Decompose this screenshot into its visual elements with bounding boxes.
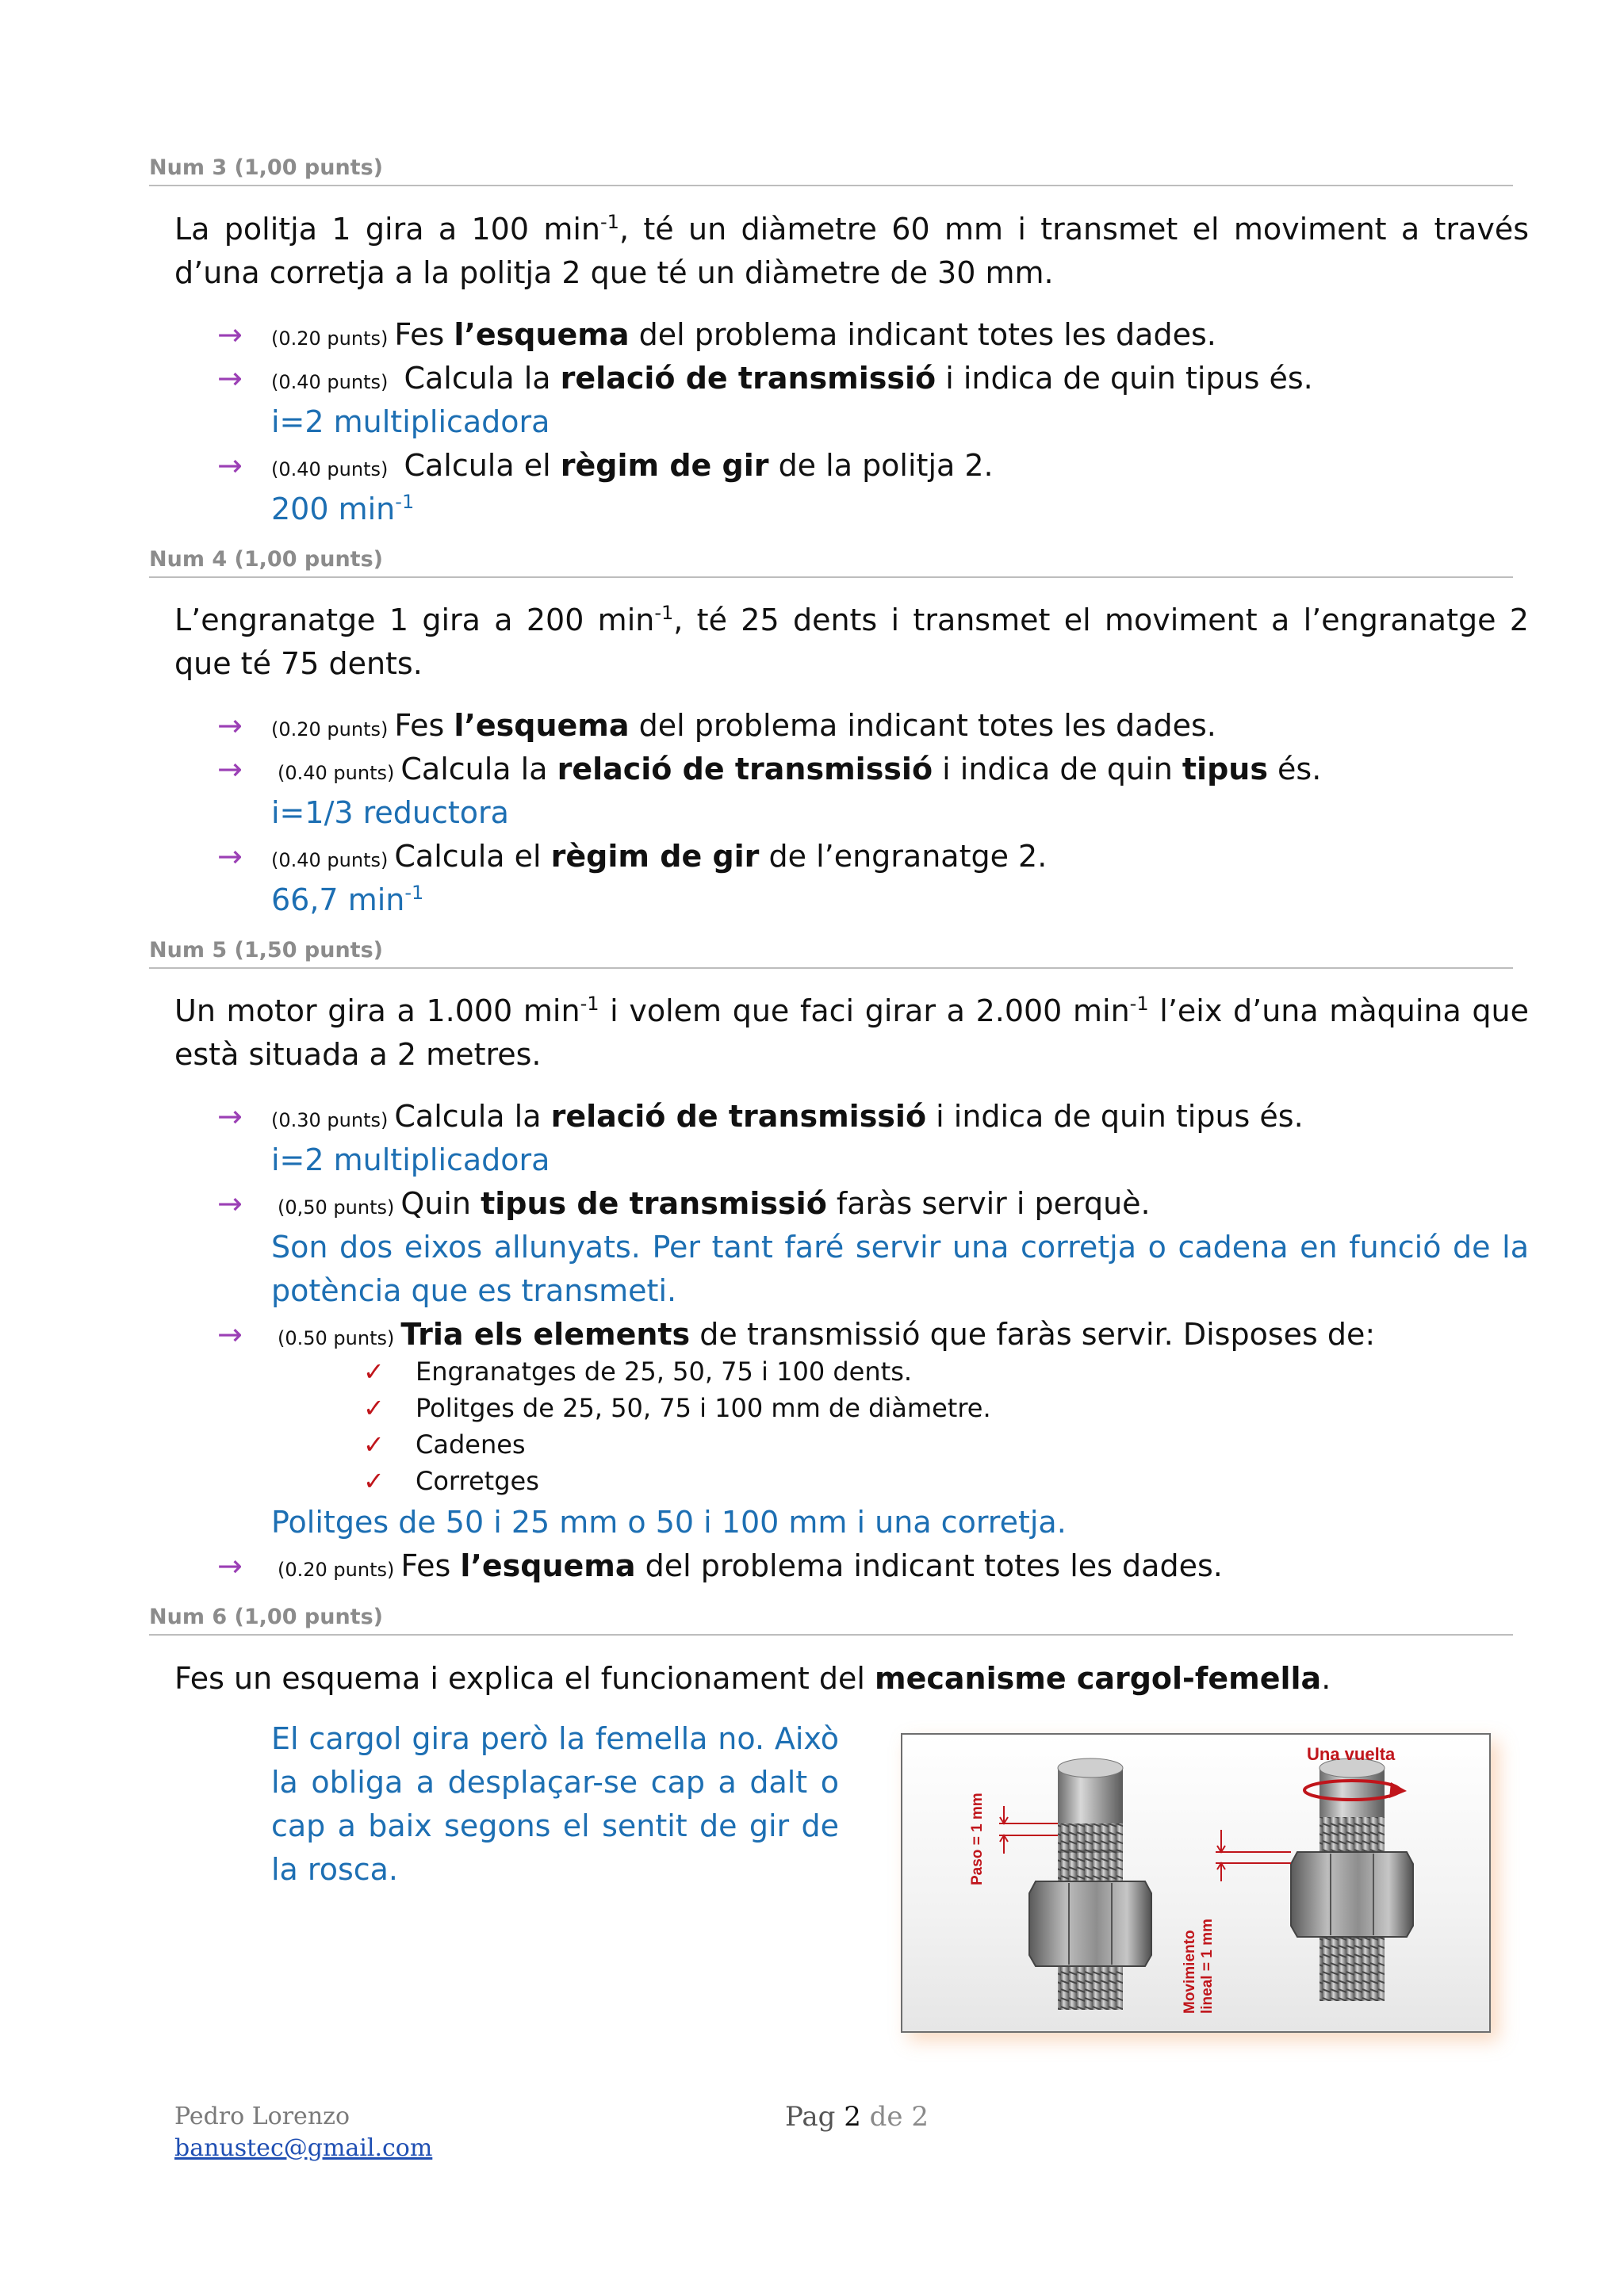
question-3-statement: La politja 1 gira a 100 $\min^{-1}$, té un diàmetre 60 mm i transmet el moviment a través d’una corretja a la politja 2 que té un diàmetre de 30 mm. bbox=[174, 211, 1529, 290]
arrow-icon: → bbox=[217, 361, 243, 396]
pitch-dimension bbox=[999, 1806, 1058, 1854]
question-3-answer-1: i=2 multiplicadora bbox=[271, 404, 550, 439]
turn-label: Una vuelta bbox=[1307, 1744, 1396, 1764]
question-4-item-3: → (0.40 punts) Calcula el règim de gir de l’engranatge 2. bbox=[222, 835, 1530, 882]
question-5-answer-1: i=2 multiplicadora bbox=[271, 1142, 550, 1177]
question-5-item-4: → (0.20 punts) Fes l’esquema del problema indicant totes les dades. bbox=[222, 1544, 1530, 1592]
question-4-answer-1: i=1/3 reductora bbox=[271, 795, 509, 830]
question-6-answer: El cargol gira però la femella no. Això la obliga a desplaçar-se cap a dalt o cap a baix segons el sentit de gir de la rosca. bbox=[271, 1721, 839, 1887]
pitch-label: Paso = 1 mm bbox=[969, 1793, 986, 1885]
arrow-icon: → bbox=[217, 1099, 243, 1134]
arrow-icon: → bbox=[217, 317, 243, 352]
question-5-item-3: → (0.50 punts) Tria els elements de transmissió que faràs servir. Disposes de: bbox=[222, 1313, 1530, 1360]
linear-move-label-1: Movimiento bbox=[1182, 1930, 1198, 2014]
linear-move-dimension bbox=[1216, 1830, 1291, 1881]
arrow-icon: → bbox=[217, 1317, 243, 1352]
checkmark-icon: ✓ bbox=[363, 1466, 385, 1496]
checklist-item: ✓ Corretges bbox=[363, 1463, 539, 1499]
question-3-item-3: → (0.40 punts) Calcula el règim de gir de la politja 2. bbox=[222, 444, 1530, 492]
screw-nut-figure bbox=[901, 1733, 1491, 2033]
author-name: Pedro Lorenzo bbox=[174, 2103, 350, 2130]
question-3-item-2: → (0.40 punts) Calcula la relació de transmissió i indica de quin tipus és. bbox=[222, 357, 1530, 404]
question-4-item-1: → (0.20 punts) Fes l’esquema del problema indicant totes les dades. bbox=[222, 704, 1530, 752]
question-5-item-1: → (0.30 punts) Calcula la relació de transmissió i indica de quin tipus és. bbox=[222, 1095, 1530, 1142]
arrow-icon: → bbox=[217, 1548, 243, 1583]
question-3-answer-2: 200 $\min^{-1}$ bbox=[271, 491, 415, 526]
linear-move-label-2: lineal = 1 mm bbox=[1199, 1919, 1216, 2014]
checklist-item: ✓ Politges de 25, 50, 75 i 100 mm de diàmetre. bbox=[363, 1390, 991, 1426]
question-5-answer-2: Son dos eixos allunyats. Per tant faré servir una corretja o cadena en funció de la potència que es transmeti. bbox=[271, 1230, 1529, 1308]
question-5-answer-3: Politges de 50 i 25 mm o 50 i 100 mm i una corretja. bbox=[271, 1505, 1067, 1540]
checklist-item: ✓ Cadenes bbox=[363, 1426, 526, 1463]
question-4-answer-2: 66,7 $\min^{-1}$ bbox=[271, 882, 424, 917]
question-5-item-2: → (0,50 punts) Quin tipus de transmissió faràs servir i perquè. bbox=[222, 1182, 1530, 1230]
arrow-icon: → bbox=[217, 708, 243, 743]
question-4-item-2: → (0.40 punts) Calcula la relació de transmissió i indica de quin tipus és. bbox=[222, 748, 1530, 795]
page-number: Pag 2 de 2 bbox=[785, 2101, 929, 2133]
checkmark-icon: ✓ bbox=[363, 1393, 385, 1423]
footer-author bbox=[174, 2101, 432, 2164]
question-3-heading: Num 3 (1,00 punts) bbox=[149, 155, 1513, 186]
question-4-statement: L’engranatge 1 gira a 200 $\min^{-1}$, té 25 dents i transmet el moviment a l’engranatge 2 que té 75 dents. bbox=[174, 602, 1529, 681]
author-email-link[interactable]: banustec@gmail.com bbox=[174, 2134, 433, 2162]
arrow-icon: → bbox=[217, 839, 243, 874]
right-nut bbox=[1291, 1852, 1413, 1937]
checklist-item: ✓ Engranatges de 25, 50, 75 i 100 dents. bbox=[363, 1353, 912, 1390]
arrow-icon: → bbox=[217, 448, 243, 483]
arrow-icon: → bbox=[217, 752, 243, 786]
arrow-icon: → bbox=[217, 1186, 243, 1221]
left-nut bbox=[1029, 1881, 1151, 1966]
checkmark-icon: ✓ bbox=[363, 1357, 385, 1387]
screw-nut-diagram bbox=[902, 1735, 1489, 2031]
question-4-heading: Num 4 (1,00 punts) bbox=[149, 547, 1513, 578]
question-6-heading: Num 6 (1,00 punts) bbox=[149, 1605, 1513, 1636]
question-6-statement: Fes un esquema i explica el funcionament del mecanisme cargol-femella. bbox=[174, 1661, 1331, 1696]
question-3-item-1: → (0.20 punts) Fes l’esquema del problema indicant totes les dades. bbox=[222, 313, 1530, 361]
question-5-heading: Num 5 (1,50 punts) bbox=[149, 938, 1513, 969]
question-5-statement: Un motor gira a 1.000 $\min^{-1} i$ volem que faci girar a 2.000 $\min^{-1}$ l’eix d’una màquina que està situada a 2 metres. bbox=[174, 993, 1529, 1072]
checkmark-icon: ✓ bbox=[363, 1429, 385, 1460]
